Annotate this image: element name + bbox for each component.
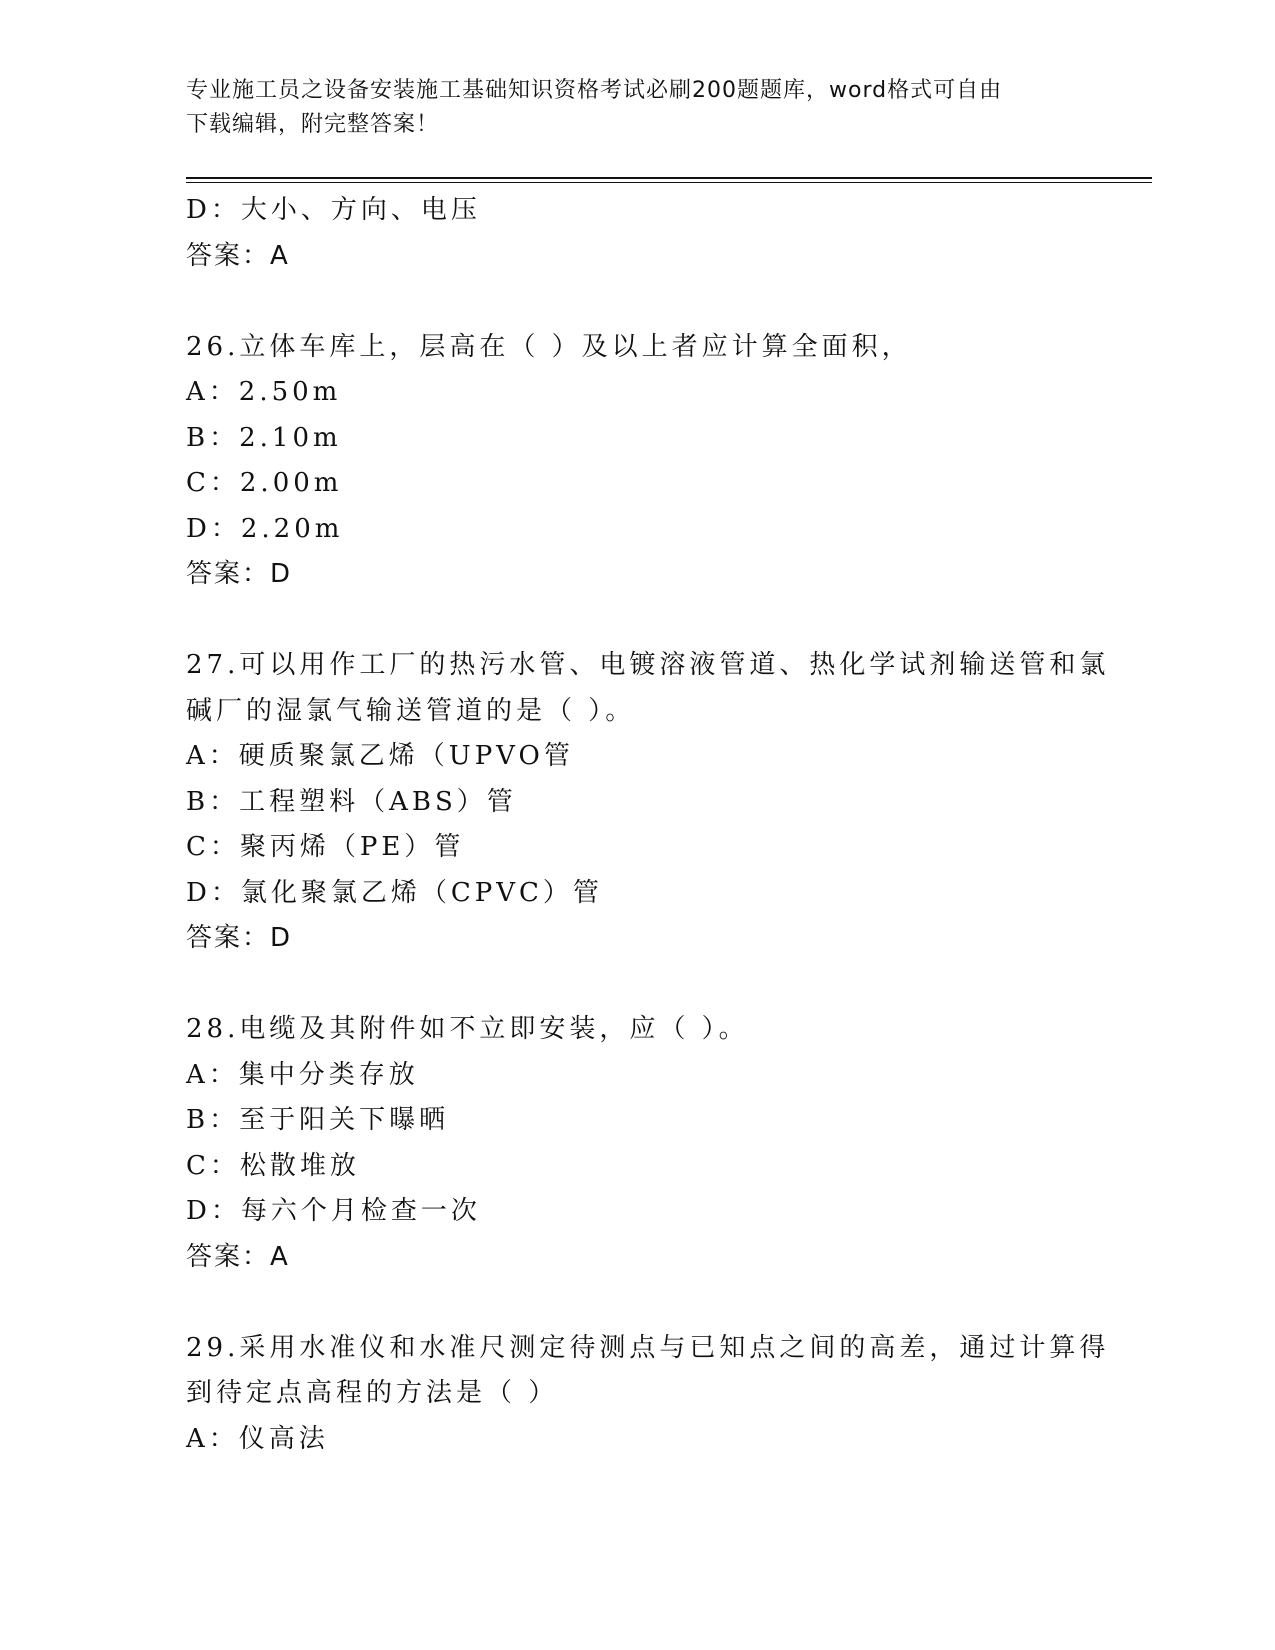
question-26-option-b: B：2.10m — [186, 422, 342, 453]
question-gap — [186, 279, 1086, 325]
question-28-option-c: C：松散堆放 — [186, 1150, 360, 1181]
header-title-line-1: 专业施工员之设备安装施工基础知识资格考试必刷200题题库，word格式可自由 — [186, 78, 1003, 103]
question-28-option-a: A：集中分类存放 — [186, 1059, 419, 1090]
question-27-option-a: A：硬质聚氯乙烯（UPVO管 — [186, 741, 574, 771]
question-27-stem-line-1: 27.可以用作工厂的热污水管、电镀溶液管道、热化学试剂输送管和氯 — [186, 650, 1110, 680]
header-title-line-2: 下载编辑，附完整答案！ — [186, 112, 440, 137]
question-27-option-b: B：工程塑料（ABS）管 — [186, 786, 517, 817]
question-29-stem-line-2: 到待定点高程的方法是（ ） — [186, 1378, 559, 1408]
question-28-stem: 28.电缆及其附件如不立即安装，应（ ）。 — [186, 1014, 749, 1044]
question-26-answer: 答案：D — [186, 559, 293, 589]
prev-answer: 答案：A — [186, 240, 290, 271]
document-header — [186, 74, 1066, 142]
question-26-option-a: A：2.50m — [186, 377, 342, 407]
question-29-option-a: A：仪高法 — [186, 1423, 329, 1454]
header-rule-thin — [186, 182, 1152, 183]
question-gap — [186, 1280, 1086, 1326]
question-27-option-c: C：聚丙烯（PE）管 — [186, 832, 465, 862]
question-29-stem-line-1: 29.采用水准仪和水准尺测定待测点与已知点之间的高差，通过计算得 — [186, 1332, 1110, 1363]
question-27-answer: 答案：D — [186, 923, 293, 953]
question-26-option-c: C：2.00m — [186, 468, 343, 498]
question-26-stem: 26.立体车库上，层高在（ ）及以上者应计算全面积， — [186, 331, 912, 362]
question-28-answer: 答案：A — [186, 1241, 290, 1272]
question-26-option-d: D：2.20m — [186, 513, 344, 544]
question-27-option-d: D：氯化聚氯乙烯（CPVC）管 — [186, 877, 603, 908]
question-27-stem-line-2: 碱厂的湿氯气输送管道的是（ ）。 — [186, 695, 636, 726]
question-gap — [186, 598, 1086, 644]
question-28-option-d: D：每六个月检查一次 — [186, 1196, 481, 1226]
question-content — [186, 188, 1110, 1462]
prev-option-d: D：大小、方向、电压 — [186, 195, 481, 225]
question-gap — [186, 962, 1086, 1008]
question-28-option-b: B：至于阳关下曝晒 — [186, 1105, 450, 1135]
header-rule-thick — [186, 177, 1152, 179]
